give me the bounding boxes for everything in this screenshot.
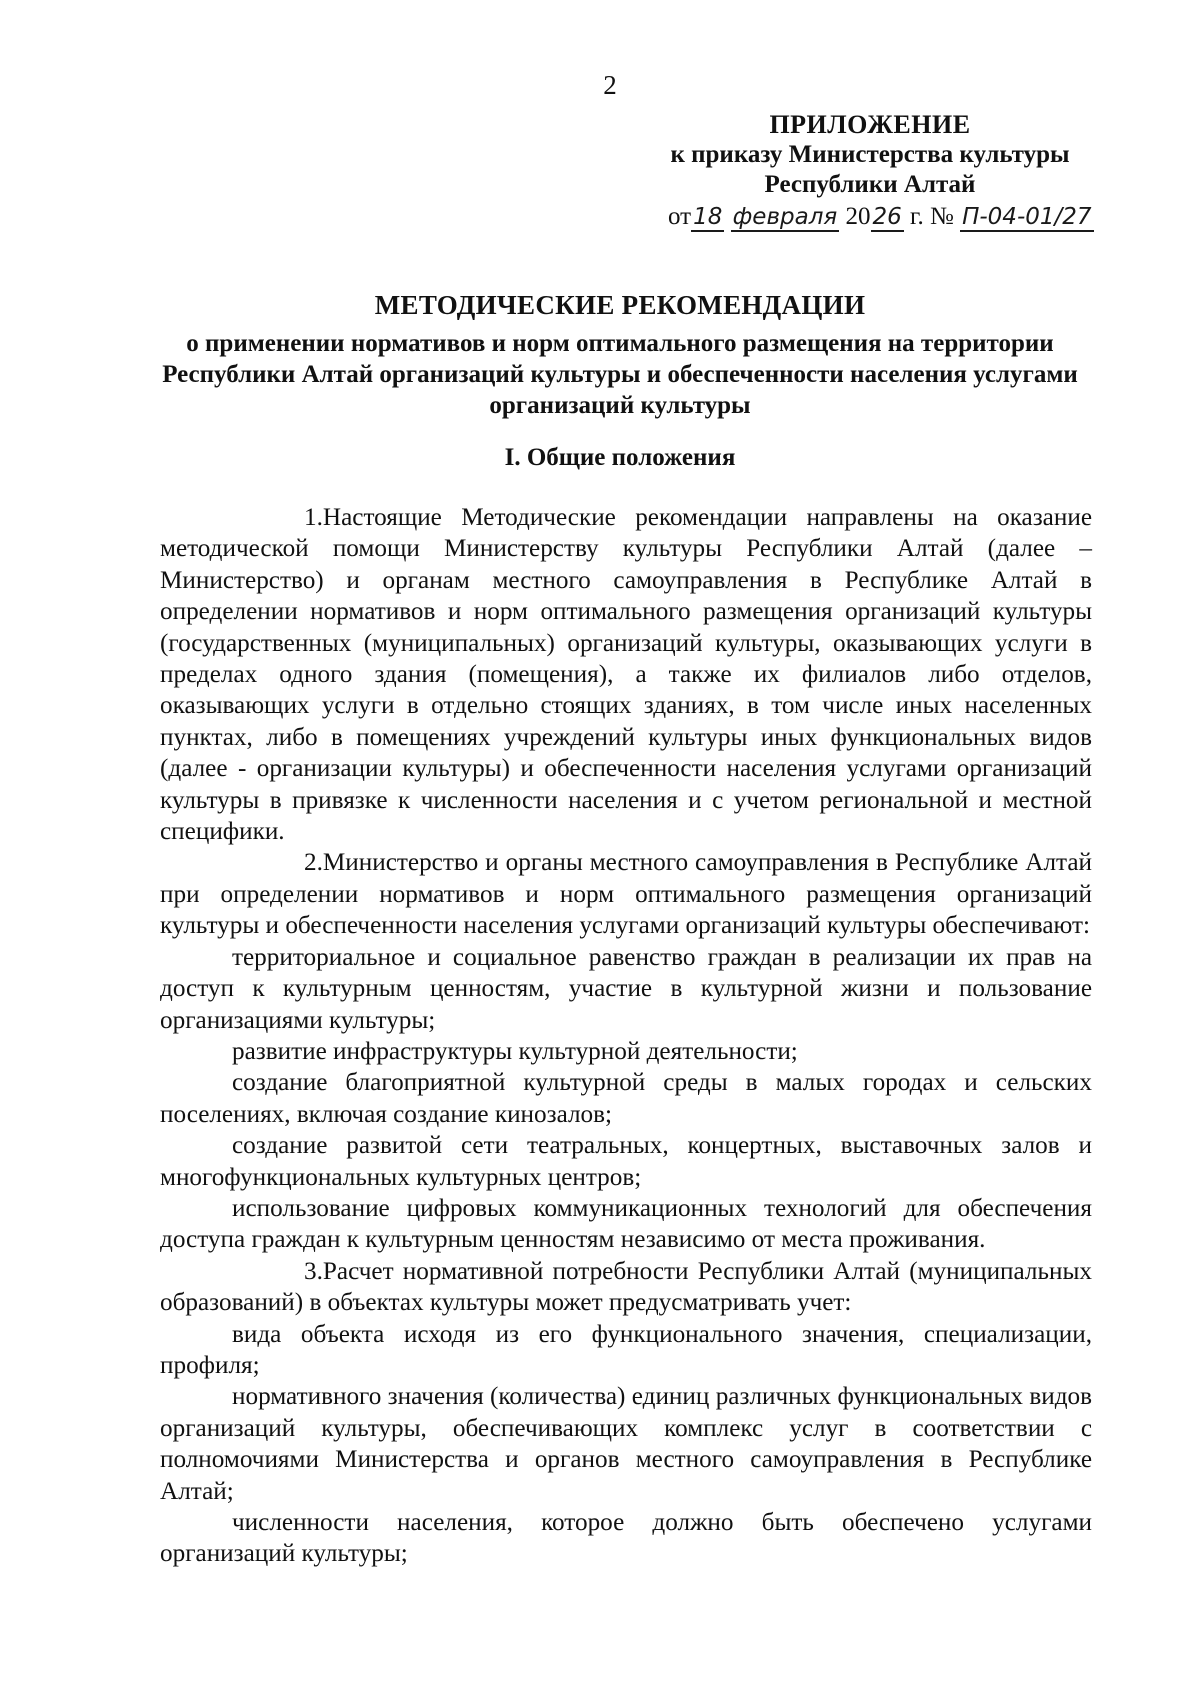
year-prefix: 20 <box>845 203 871 230</box>
list-item: создание благоприятной культурной среды в малых городах и сельских поселениях, включая создание кинозалов; <box>160 1069 1092 1128</box>
appendix-heading: ПРИЛОЖЕНИЕ <box>769 110 971 139</box>
order-date-number-line <box>668 202 1108 232</box>
paragraph-3 <box>160 1256 1092 1319</box>
list-item: вида объекта исходя из его функционального значения, специализации, профиля; <box>160 1320 1092 1379</box>
paragraph-2 <box>160 847 1092 941</box>
handwritten-year-suffix: 26 <box>872 204 902 230</box>
paragraph-number: 3. <box>304 1257 323 1285</box>
handwritten-month: февраля <box>732 204 838 230</box>
appendix-block <box>640 110 1100 200</box>
appendix-order-line: к приказу Министерства культуры <box>670 141 1070 168</box>
list-item: использование цифровых коммуникационных технологий для обеспечения доступа граждан к культурным ценностям независимо от места проживания. <box>160 1194 1092 1254</box>
document-title: МЕТОДИЧЕСКИЕ РЕКОМЕНДАЦИИ <box>374 290 866 320</box>
document-title-block <box>160 288 1080 421</box>
list-item: развитие инфраструктуры культурной деятельности; <box>232 1037 798 1065</box>
list-item: нормативного значения (количества) единиц различных функциональных видов организаций культуры, обеспечивающих комплекс услуг в соответствии с полномочиями Министерства и органов местного самоуправления в Республике Алтай; <box>160 1383 1092 1505</box>
list-item: территориальное и социальное равенство граждан в реализации их прав на доступ к культурным ценностям, участие в культурной жизни и пользование организациями культуры; <box>160 943 1092 1034</box>
paragraph-1 <box>160 502 1092 847</box>
appendix-republic-line: Республики Алтай <box>764 171 976 198</box>
body-text <box>160 502 1092 1570</box>
paragraph-text: Настоящие Методические рекомендации направлены на оказание методической помощи Министерству культуры Республики Алтай (далее – Министерство) и органам местного самоуправления в Республике Алтай в определении нормативов и норм оптимального размещения организаций культуры (государственных (муниципальных) организаций культуры, оказывающих услуги в пределах одного здания (помещения), а также их филиалов либо отделов, оказывающих услуги в отдельно стоящих зданиях, в том числе иных населенных пунктах, либо в помещениях учреждений культуры иных функциональных видов (далее - организации культуры) и обеспеченности населения услугами организаций культуры в привязке к численности населения и с учетом региональной и местной специфики. <box>160 504 1092 846</box>
year-unit-number-label: г. № <box>910 203 954 230</box>
handwritten-order-number: П-04-01/27 <box>962 204 1092 230</box>
document-subtitle: о применении нормативов и норм оптимального размещения на территории Республики Алтай организаций культуры и обеспеченности населения услугами организаций культуры <box>162 330 1078 419</box>
list-item: численности населения, которое должно быть обеспечено услугами организаций культуры; <box>160 1509 1092 1568</box>
page-number: 2 <box>603 70 617 100</box>
section-title: I. Общие положения <box>504 444 736 471</box>
list-item: создание развитой сети театральных, концертных, выставочных залов и многофункциональных культурных центров; <box>160 1132 1092 1191</box>
paragraph-text: Расчет нормативной потребности Республики Алтай (муниципальных образований) в объектах культуры может предусматривать учет: <box>160 1257 1092 1317</box>
paragraph-number: 1. <box>304 504 323 531</box>
date-prefix: от <box>668 203 692 230</box>
paragraph-number: 2. <box>304 849 323 877</box>
handwritten-day: 18 <box>693 204 723 230</box>
paragraph-text: Министерство и органы местного самоуправления в Республике Алтай при определении нормативов и норм оптимального размещения организаций культуры и обеспеченности населения услугами организаций культуры обеспечивают: <box>160 849 1092 940</box>
